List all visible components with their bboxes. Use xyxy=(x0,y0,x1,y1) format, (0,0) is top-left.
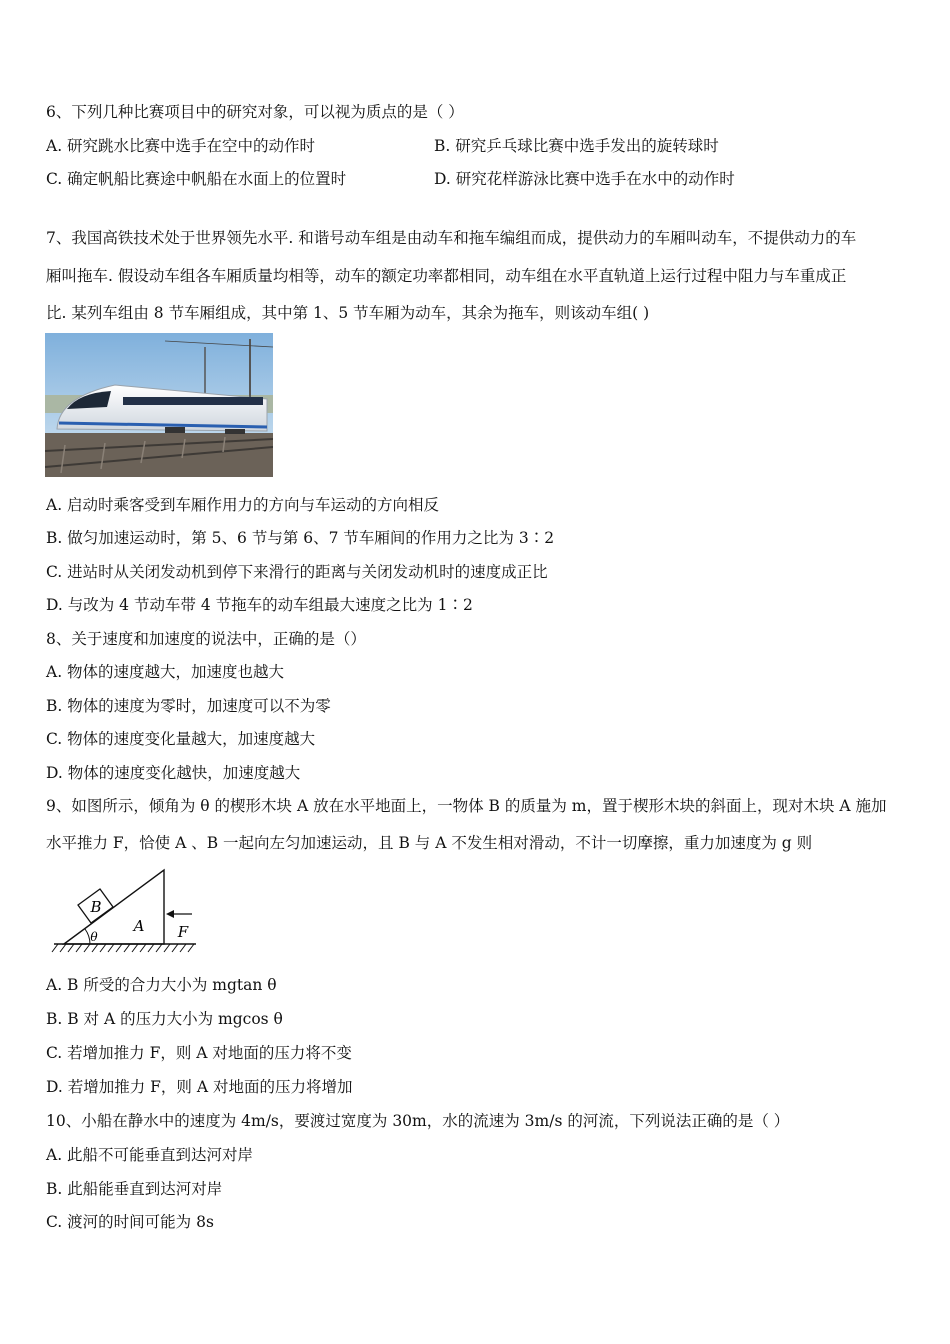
q10-option-b: B. 此船能垂直到达河对岸 xyxy=(46,1180,223,1198)
q6-option-a: A. 研究跳水比赛中选手在空中的动作时 xyxy=(46,137,316,155)
q7-option-d: D. 与改为 4 节动车带 4 节拖车的动车组最大速度之比为 1∶2 xyxy=(46,596,473,614)
q7-stem-line-3: 比. 某列车组由 8 节车厢组成，其中第 1、5 节车厢为动车，其余为拖车，则该动车组( ) xyxy=(46,304,650,322)
q8-option-c: C. 物体的速度变化量越大，加速度越大 xyxy=(46,730,316,748)
q7-option-c: C. 进站时从关闭发动机到停下来滑行的距离与关闭发动机时的速度成正比 xyxy=(46,563,548,581)
q7-stem-line-2: 厢叫拖车. 假设动车组各车厢质量均相等，动车的额定功率都相同，动车组在水平直轨道上运行过程中阻力与车重成正 xyxy=(46,267,847,285)
wedge-label-a: A xyxy=(133,917,145,935)
q6-option-d: D. 研究花样游泳比赛中选手在水中的动作时 xyxy=(434,170,735,188)
wedge-figure xyxy=(50,862,200,962)
train-photo xyxy=(45,333,273,477)
q8-option-b: B. 物体的速度为零时，加速度可以不为零 xyxy=(46,697,331,715)
q9-option-c: C. 若增加推力 F，则 A 对地面的压力将不变 xyxy=(46,1044,352,1062)
wedge-label-theta: θ xyxy=(90,930,98,944)
q6-stem: 6、下列几种比赛项目中的研究对象，可以视为质点的是（ ） xyxy=(46,103,464,121)
q9-option-d: D. 若增加推力 F，则 A 对地面的压力将增加 xyxy=(46,1078,353,1096)
q9-option-b: B. B 对 A 的压力大小为 mgcos θ xyxy=(46,1010,283,1028)
q9-stem-line-1: 9、如图所示，倾角为 θ 的楔形木块 A 放在水平地面上，一物体 B 的质量为 m，置于楔形木块的斜面上，现对木块 A 施加 xyxy=(46,797,887,815)
q10-stem: 10、小船在静水中的速度为 4m/s，要渡过宽度为 30m，水的流速为 3m/s 的河流，下列说法正确的是（ ） xyxy=(46,1112,790,1130)
q6-option-c: C. 确定帆船比赛途中帆船在水面上的位置时 xyxy=(46,170,347,188)
q7-stem-line-1: 7、我国高铁技术处于世界领先水平. 和谐号动车组是由动车和拖车编组而成，提供动力的车厢叫动车，不提供动力的车 xyxy=(46,229,857,247)
q9-stem-line-2: 水平推力 F，恰使 A 、B 一起向左匀加速运动，且 B 与 A 不发生相对滑动，不计一切摩擦，重力加速度为 g 则 xyxy=(46,834,813,852)
q10-option-a: A. 此船不可能垂直到达河对岸 xyxy=(46,1146,254,1164)
q7-option-a: A. 启动时乘客受到车厢作用力的方向与车运动的方向相反 xyxy=(46,496,440,514)
q8-option-d: D. 物体的速度变化越快，加速度越大 xyxy=(46,764,301,782)
q8-stem: 8、关于速度和加速度的说法中，正确的是（） xyxy=(46,630,366,648)
q9-option-a: A. B 所受的合力大小为 mgtan θ xyxy=(46,976,277,994)
q10-option-c: C. 渡河的时间可能为 8s xyxy=(46,1213,214,1231)
q8-option-a: A. 物体的速度越大，加速度也越大 xyxy=(46,663,285,681)
wedge-label-b: B xyxy=(90,898,102,916)
q6-option-b: B. 研究乒乓球比赛中选手发出的旋转球时 xyxy=(434,137,719,155)
q7-option-b: B. 做匀加速运动时，第 5、6 节与第 6、7 节车厢间的作用力之比为 3∶2 xyxy=(46,529,555,547)
wedge-label-f: F xyxy=(177,923,189,941)
